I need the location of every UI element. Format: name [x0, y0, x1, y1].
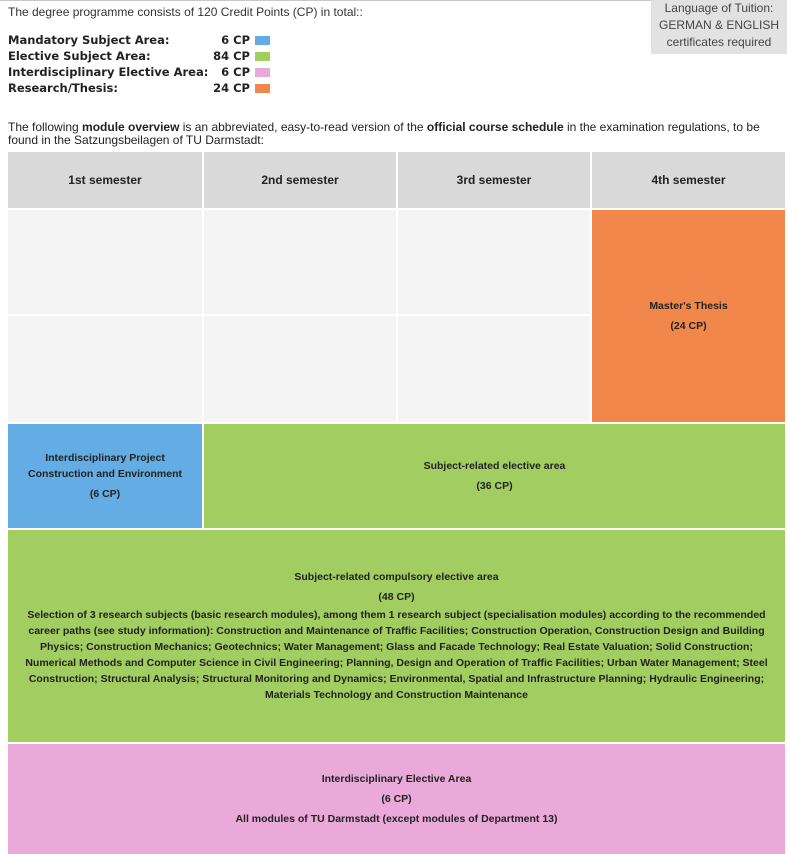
interdisciplinary-title: Interdisciplinary Elective Area [321, 773, 472, 785]
legend-cp: 84 CP [213, 49, 250, 63]
elective-title: Subject-related elective area [423, 460, 566, 472]
compulsory-title: Subject-related compulsory elective area [294, 571, 499, 583]
legend-label: Elective Subject Area: [8, 49, 151, 63]
legend-label: Research/Thesis: [8, 81, 118, 95]
semester-header-3: 3rd semester [398, 152, 590, 208]
language-value: GERMAN & ENGLISH [658, 18, 780, 32]
interdisciplinary-elective-block [8, 744, 785, 854]
empty-cell [8, 210, 202, 314]
intro-text: The degree programme consists of 120 Credit Points (CP) in total:: [8, 5, 363, 19]
language-note: certificates required [666, 35, 772, 49]
subject-elective-block [204, 424, 785, 528]
semester-header-4: 4th semester [592, 152, 785, 208]
empty-cell [398, 210, 590, 314]
legend-swatch-green [255, 52, 270, 61]
compulsory-description: Selection of 3 research subjects (basic research modules), among them 1 research subject (specialisation modules) according to the recommended career paths (see study information): Construction and Maintenance of Traffic Facilities; Construction Operation, Construction Design and Building Physics; Construction Mechanics; Geotechnics; Water Management; Glass and Facade Technology; Real Estate Valuation; Solid Construction; Numerical Methods and Computer Science in Civil Engineering; Planning, Design and Operation of Traffic Facilities; Urban Water Management; Steel Construction; Structural Analysis; Structural Monitoring and Dynamics; Environmental, Spatial and Infrastructure Planning; Hydraulic Engineering; Materials Technology and Construction Maintenance [25, 609, 768, 701]
empty-cell [204, 210, 396, 314]
semester-header-1: 1st semester [8, 152, 202, 208]
project-line1: Interdisciplinary Project [45, 452, 165, 464]
thesis-cp: (24 CP) [670, 320, 707, 332]
legend-cp: 6 CP [221, 33, 250, 47]
masters-thesis-block [592, 210, 785, 422]
interdisciplinary-cp: (6 CP) [381, 793, 412, 805]
cp-legend [8, 33, 270, 97]
legend-swatch-blue [255, 36, 270, 45]
thesis-title: Master's Thesis [649, 300, 728, 312]
legend-label: Mandatory Subject Area: [8, 33, 170, 47]
empty-cell [204, 316, 396, 422]
project-cp: (6 CP) [89, 488, 121, 500]
overview-text: is an abbreviated, easy-to-read version of the [179, 120, 427, 134]
project-line2: Construction and Environment [27, 468, 182, 480]
interdisciplinary-description: All modules of TU Darmstadt (except modules of Department 13) [235, 813, 558, 825]
language-box [651, 0, 787, 54]
legend-row-research [8, 81, 270, 97]
legend-label: Interdisciplinary Elective Area: [8, 65, 209, 79]
legend-swatch-orange [255, 84, 270, 93]
module-overview-emphasis: module overview [82, 120, 180, 134]
legend-row-interdisciplinary [8, 65, 270, 81]
legend-cp: 24 CP [213, 81, 250, 95]
language-title: Language of Tuition: [664, 1, 774, 15]
legend-row-elective [8, 49, 270, 65]
compulsory-elective-block [8, 530, 785, 742]
empty-cell [398, 316, 590, 422]
empty-cell [8, 316, 202, 422]
semester-header-2: 2nd semester [204, 152, 396, 208]
compulsory-cp: (48 CP) [378, 591, 415, 603]
interdisciplinary-project-block [8, 424, 202, 528]
overview-text: in the examination regulations, to be found in the Satzungsbeilagen of TU Darmstadt: [8, 120, 760, 147]
legend-swatch-pink [255, 68, 270, 77]
legend-cp: 6 CP [221, 65, 250, 79]
overview-paragraph [8, 121, 778, 146]
course-schedule-emphasis: official course schedule [426, 120, 564, 134]
elective-cp: (36 CP) [476, 480, 513, 492]
legend-row-mandatory [8, 33, 270, 49]
overview-text: The following [8, 120, 83, 134]
